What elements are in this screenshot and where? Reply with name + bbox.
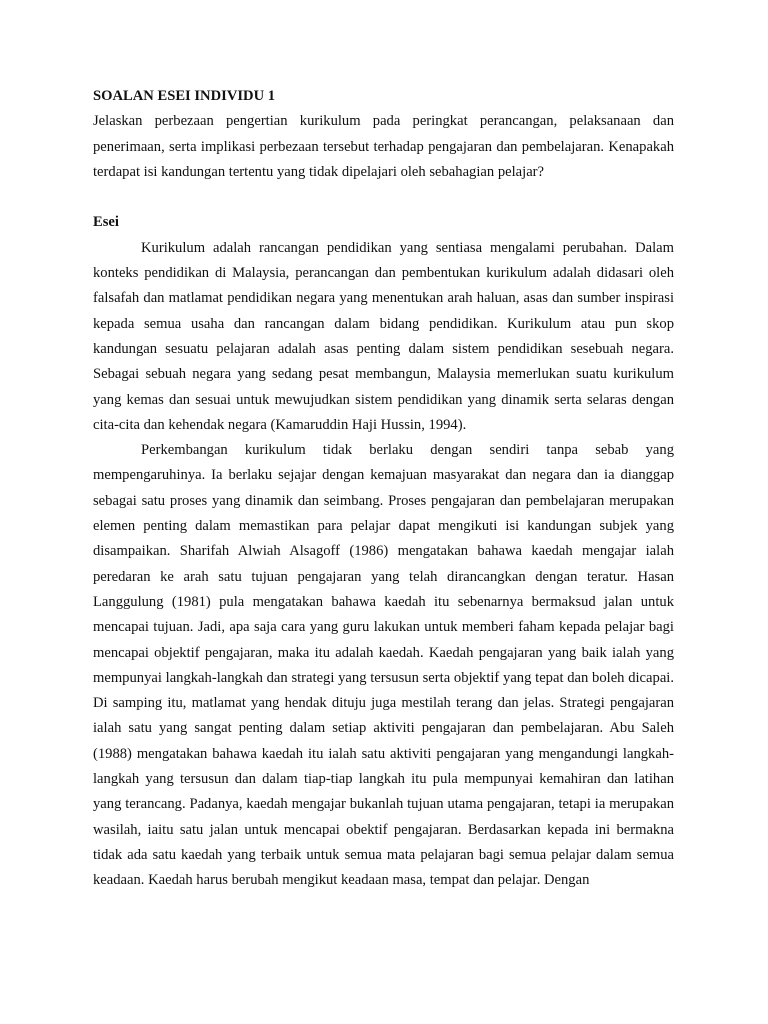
question-title: SOALAN ESEI INDIVIDU 1 bbox=[93, 88, 276, 104]
essay-paragraph-1: Kurikulum adalah rancangan pendidikan yang sentiasa mengalami perubahan. Dalam konteks pendidikan di Malaysia, perancangan dan pembentukan kurikulum adalah didasari oleh falsafah dan matlamat pendidikan negara yang menentukan arah haluan, asas dan sumber inspirasi kepada semua usaha dan rancangan dalam bidang pendidikan. Kurikulum atau pun skop kandungan sesuatu pelajaran adalah asas penting dalam sistem pendidikan sesebuah negara. Sebagai sebuah negara yang sedang pesat membangun, Malaysia memerlukan suatu kurikulum yang kemas dan sesuai untuk mewujudkan sistem pendidikan yang dinamik serta selaras dengan cita-cita dan kehendak negara (Kamaruddin Haji Hussin, 1994). bbox=[93, 239, 674, 433]
document-page bbox=[93, 84, 674, 894]
question-text: Jelaskan perbezaan pengertian kurikulum pada peringkat perancangan, pelaksanaan dan penerimaan, serta implikasi perbezaan tersebut terhadap pengajaran dan pembelajaran. Kenapakah terdapat isi kandungan tertentu yang tidak dipelajari oleh sebahagian pelajar? bbox=[93, 113, 674, 180]
section-spacer bbox=[93, 185, 674, 210]
essay-title: Esei bbox=[93, 214, 119, 231]
essay-paragraph-2: Perkembangan kurikulum tidak berlaku dengan sendiri tanpa sebab yang mempengaruhinya. Ia berlaku sejajar dengan kemajuan masyarakat dan negara dan ia dianggap sebagai satu proses yang dinamik dan seimbang. Proses pengajaran dan pembelajaran merupakan elemen penting dalam memastikan para pelajar dapat mengikuti isi kandungan subjek yang disampaikan. Sharifah Alwiah Alsagoff (1986) mengatakan bahawa kaedah mengajar ialah peredaran ke arah satu tujuan pengajaran yang telah dirancangkan dengan teratur. Hasan Langgulung (1981) pula mengatakan bahawa kaedah itu sebenarnya bermaksud jalan untuk mencapai tujuan. Jadi, apa saja cara yang guru lakukan untuk memberi faham kepada pelajar bagi mencapai objektif pengajaran, maka itu adalah kaedah. Kaedah pengajaran yang baik ialah yang mempunyai langkah-langkah dan strategi yang tersusun serta objektif yang tepat dan boleh dicapai. Di samping itu, matlamat yang hendak dituju juga mestilah terang dan jelas. Strategi pengajaran ialah satu yang sangat penting dalam setiap aktiviti pengajaran dan pembelajaran. Abu Saleh (1988) mengatakan bahawa kaedah itu ialah satu aktiviti pengajaran yang mengandungi langkah-langkah yang tersusun dan dalam tiap-tiap langkah itu pula mempunyai kemahiran dan latihan yang terancang. Padanya, kaedah mengajar bukanlah tujuan utama pengajaran, tetapi ia merupakan wasilah, iaitu satu jalan untuk mencapai obektif pengajaran. Berdasarkan kepada ini bermakna tidak ada satu kaedah yang terbaik untuk semua mata pelajaran bagi semua pelajar dalam semua keadaan. Kaedah harus berubah mengikut keadaan masa, tempat dan pelajar. Dengan bbox=[93, 442, 674, 889]
